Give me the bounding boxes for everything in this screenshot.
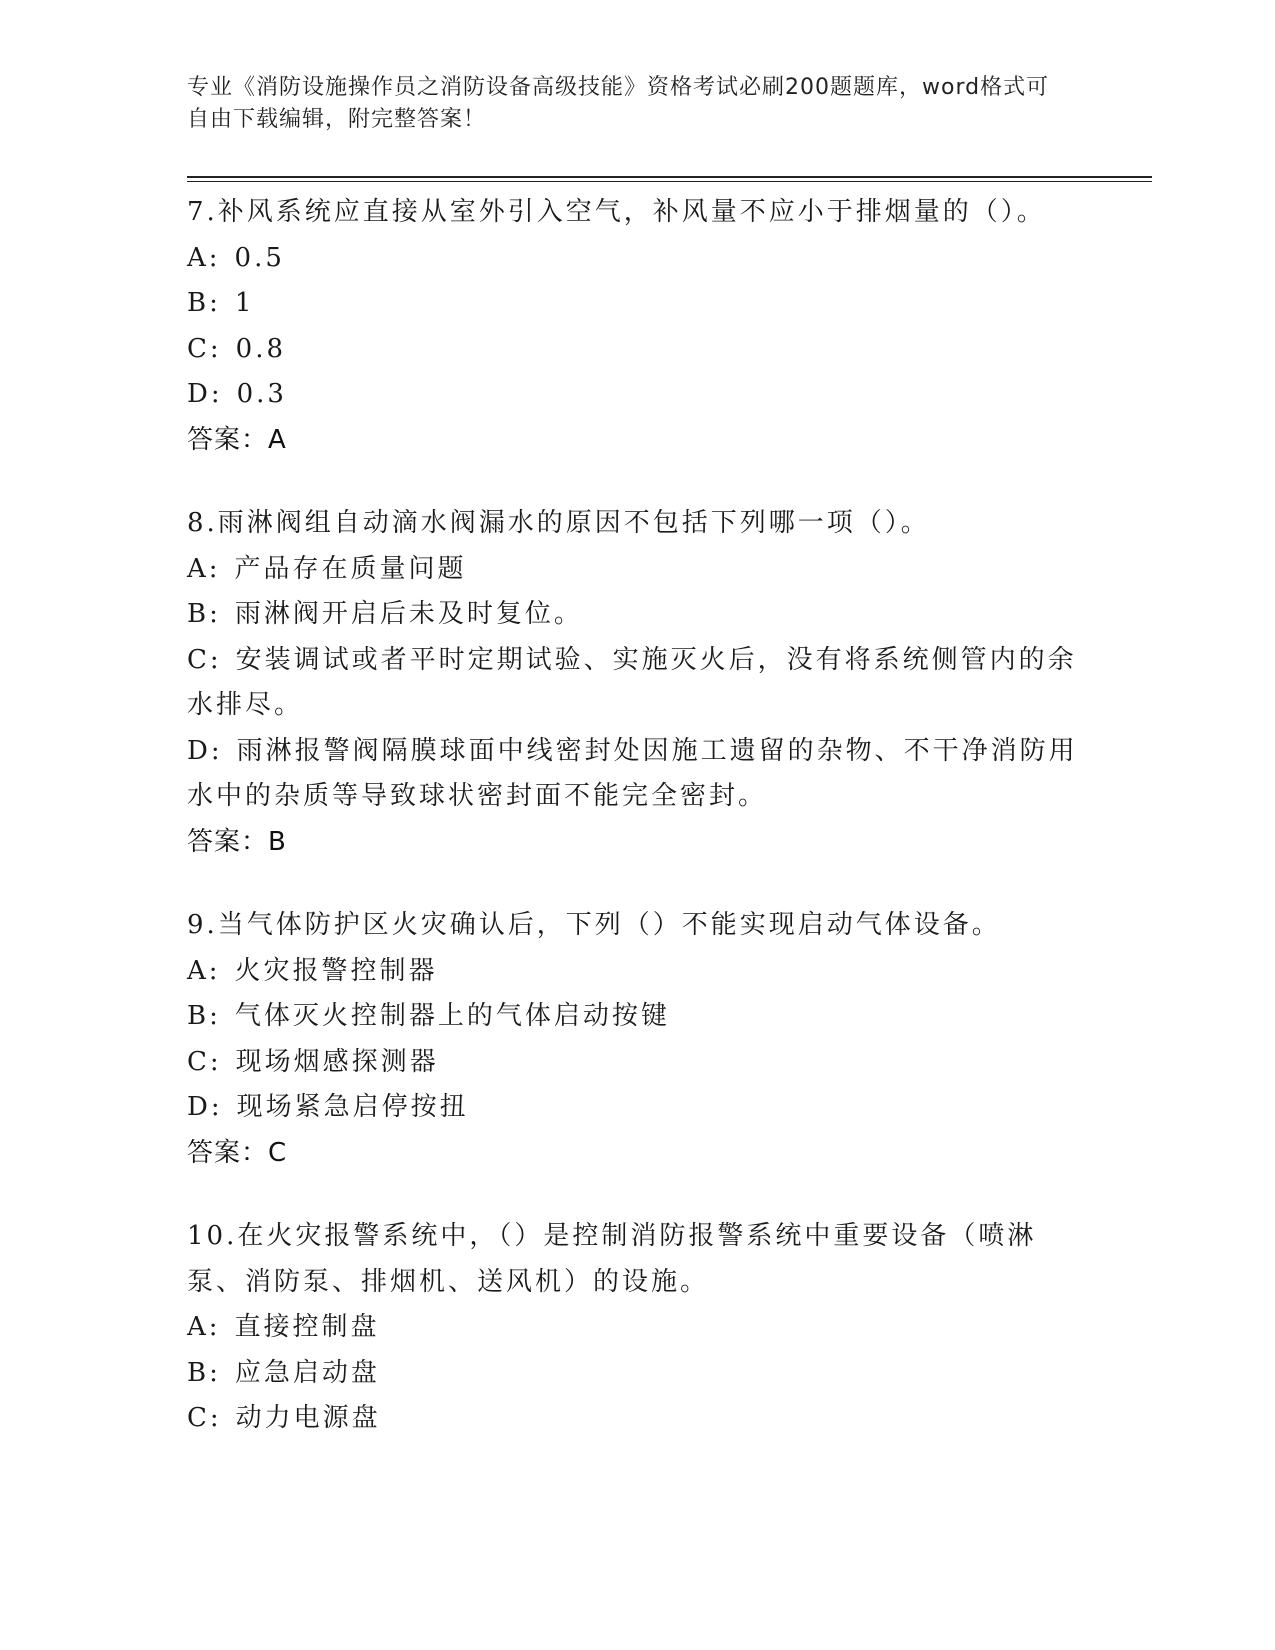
option-a bbox=[187, 949, 1087, 995]
option-text: 现场紧急启停按扭 bbox=[236, 1092, 469, 1122]
question-stem: 7.补风系统应直接从室外引入空气，补风量不应小于排烟量的（）。 bbox=[187, 197, 1046, 227]
option-c bbox=[187, 1040, 1087, 1086]
document-header bbox=[187, 72, 1067, 136]
question-8 bbox=[187, 501, 1087, 865]
option-c bbox=[187, 327, 1087, 373]
header-divider-thick bbox=[187, 176, 1152, 178]
question-stem: 10.在火灾报警系统中，（）是控制消防报警系统中重要设备（喷淋泵、消防泵、排烟机、送风机）的设施。 bbox=[187, 1221, 1037, 1297]
question-stem: 9.当气体防护区火灾确认后，下列（）不能实现启动气体设备。 bbox=[187, 910, 1001, 940]
option-b bbox=[187, 994, 1087, 1040]
option-text: 应急启动盘 bbox=[234, 1357, 380, 1388]
option-text: 火灾报警控制器 bbox=[234, 955, 438, 986]
answer-line: 答案：A bbox=[187, 424, 287, 455]
option-text: 0.5 bbox=[234, 242, 285, 273]
option-b bbox=[187, 1351, 1087, 1397]
option-label: A: bbox=[187, 553, 221, 584]
answer-line: 答案：B bbox=[187, 826, 287, 857]
option-label: C: bbox=[187, 1046, 222, 1077]
option-label: D: bbox=[187, 735, 223, 766]
option-label: C: bbox=[187, 644, 222, 675]
question-10 bbox=[187, 1214, 1087, 1442]
option-label: D: bbox=[187, 1092, 223, 1122]
header-divider-thin bbox=[187, 181, 1152, 182]
option-label: B: bbox=[187, 288, 221, 318]
question-stem: 8.雨淋阀组自动滴水阀漏水的原因不包括下列哪一项（）。 bbox=[187, 508, 930, 538]
option-text: 直接控制盘 bbox=[234, 1312, 380, 1342]
option-d bbox=[187, 729, 1087, 820]
option-b bbox=[187, 592, 1087, 638]
option-a bbox=[187, 547, 1087, 593]
option-c bbox=[187, 1396, 1087, 1442]
option-label: B: bbox=[187, 1001, 221, 1031]
option-label: C: bbox=[187, 1403, 222, 1433]
option-label: D: bbox=[187, 379, 223, 409]
option-d bbox=[187, 372, 1087, 418]
question-7 bbox=[187, 190, 1087, 463]
question-9 bbox=[187, 903, 1087, 1176]
option-text: 产品存在质量问题 bbox=[234, 553, 467, 584]
option-label: C: bbox=[187, 333, 222, 364]
option-label: B: bbox=[187, 599, 221, 629]
option-label: A: bbox=[187, 1312, 221, 1342]
option-text: 动力电源盘 bbox=[235, 1403, 381, 1433]
answer-line: 答案：C bbox=[187, 1137, 288, 1168]
option-a bbox=[187, 1305, 1087, 1351]
option-d bbox=[187, 1085, 1087, 1131]
option-label: B: bbox=[187, 1357, 221, 1388]
option-label: A: bbox=[187, 955, 221, 986]
header-text: 专业《消防设施操作员之消防设备高级技能》资格考试必刷200题题库，word格式可自由下载编辑，附完整答案！ bbox=[187, 75, 1050, 132]
option-c bbox=[187, 638, 1087, 729]
option-text: 0.3 bbox=[236, 379, 287, 409]
option-b bbox=[187, 281, 1087, 327]
option-text: 安装调试或者平时定期试验、实施灭火后，没有将系统侧管内的余水排尽。 bbox=[187, 644, 1077, 720]
option-text: 气体灭火控制器上的气体启动按键 bbox=[234, 1001, 670, 1031]
option-text: 0.8 bbox=[235, 333, 287, 364]
option-text: 雨淋阀开启后未及时复位。 bbox=[234, 599, 583, 629]
option-text: 1 bbox=[234, 288, 255, 318]
option-text: 现场烟感探测器 bbox=[235, 1046, 439, 1077]
option-label: A: bbox=[187, 242, 221, 273]
option-text: 雨淋报警阀隔膜球面中线密封处因施工遗留的杂物、不干净消防用水中的杂质等导致球状密封面不能完全密封。 bbox=[187, 735, 1078, 811]
question-list bbox=[187, 190, 1087, 1480]
option-a bbox=[187, 236, 1087, 282]
